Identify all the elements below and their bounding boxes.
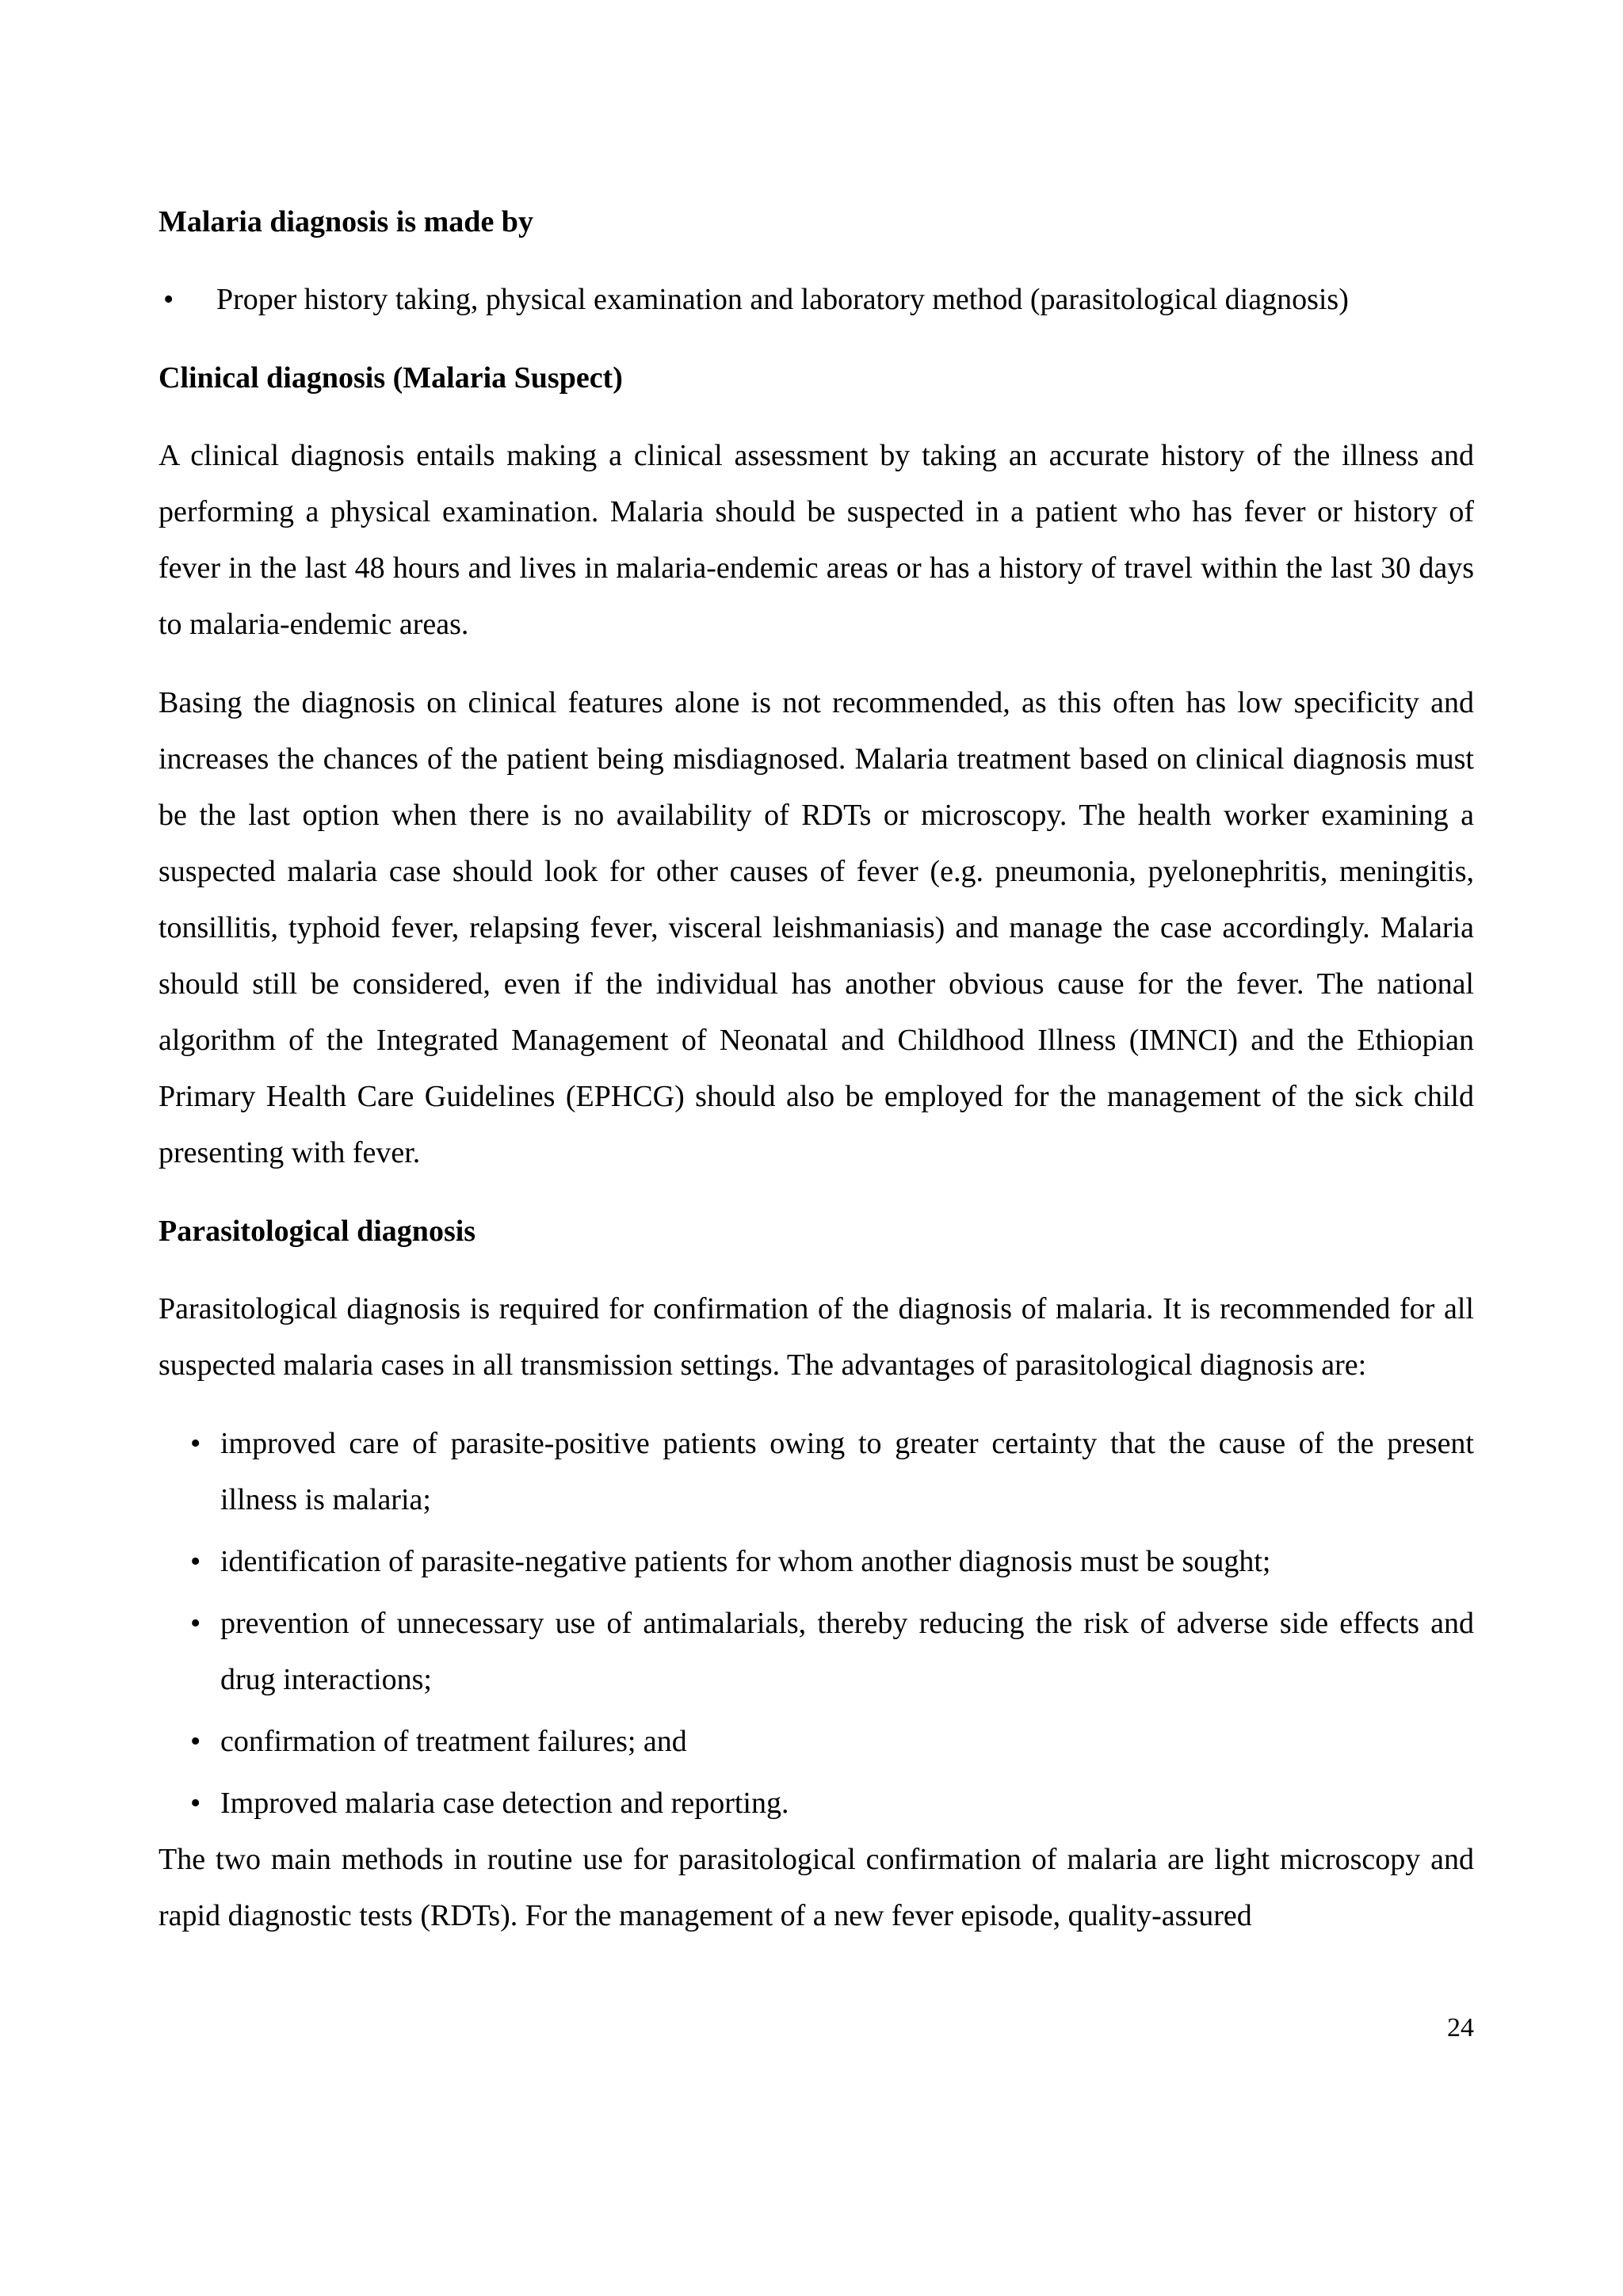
paragraph-clinical-assessment: A clinical diagnosis entails making a clinical assessment by taking an accurate history of the illness and performing a physical examination. Malaria should be suspected in a patient who has fever or history of fever in the last 48 hours and lives in malaria-endemic areas or has a history of travel within the last 30 days to malaria-endemic areas. xyxy=(158,439,1474,641)
heading-malaria-diagnosis: Malaria diagnosis is made by xyxy=(158,205,533,238)
bullet-icon: • xyxy=(190,1787,201,1820)
heading-parasitological-diagnosis: Parasitological diagnosis xyxy=(158,1215,476,1248)
list-item xyxy=(158,1534,1474,1590)
list-item xyxy=(158,1714,1474,1770)
bullet-icon: • xyxy=(190,1545,201,1578)
bullet-icon: • xyxy=(190,1427,201,1460)
paragraph-main-methods: The two main methods in routine use for parasitological confirmation of malaria are light microscopy and rapid diagnostic tests (RDTs). For the management of a new fever episode, quality-assured xyxy=(158,1843,1474,1932)
diagnosis-methods-list xyxy=(158,272,1474,328)
list-item-text: improved care of parasite-positive patients owing to greater certainty that the cause of the present illness is malaria; xyxy=(220,1427,1474,1516)
advantages-list xyxy=(158,1416,1474,1832)
bullet-icon: • xyxy=(190,1725,201,1758)
page-number: 24 xyxy=(1447,2013,1474,2042)
list-item-text: Proper history taking, physical examination and laboratory method (parasitological diagnosis) xyxy=(216,283,1349,316)
list-item-text: prevention of unnecessary use of antimalarials, thereby reducing the risk of adverse side effects and drug interactions; xyxy=(220,1607,1474,1696)
bullet-icon: • xyxy=(163,283,174,316)
list-item-text: Improved malaria case detection and reporting. xyxy=(220,1787,789,1820)
list-item xyxy=(158,272,1474,328)
heading-clinical-diagnosis: Clinical diagnosis (Malaria Suspect) xyxy=(158,361,623,395)
document-page xyxy=(158,194,1474,1966)
list-item xyxy=(158,1596,1474,1708)
list-item xyxy=(158,1416,1474,1528)
list-item-text: confirmation of treatment failures; and xyxy=(220,1725,687,1758)
list-item xyxy=(158,1775,1474,1832)
paragraph-clinical-features: Basing the diagnosis on clinical features alone is not recommended, as this often has low specificity and increases the chances of the patient being misdiagnosed. Malaria treatment based on clinical diagnosis must be the last option when there is no availability of RDTs or microscopy. The health worker examining a suspected malaria case should look for other causes of fever (e.g. pneumonia, pyelonephritis, meningitis, tonsillitis, typhoid fever, relapsing fever, visceral leishmaniasis) and manage the case accordingly. Malaria should still be considered, even if the individual has another obvious cause for the fever. The national algorithm of the Integrated Management of Neonatal and Childhood Illness (IMNCI) and the Ethiopian Primary Health Care Guidelines (EPHCG) should also be employed for the management of the sick child presenting with fever. xyxy=(158,686,1474,1169)
bullet-icon: • xyxy=(190,1607,201,1640)
list-item-text: identification of parasite-negative patients for whom another diagnosis must be sought; xyxy=(220,1545,1271,1578)
paragraph-parasitological-intro: Parasitological diagnosis is required for confirmation of the diagnosis of malaria. It is recommended for all suspected malaria cases in all transmission settings. The advantages of parasitological diagnosis are: xyxy=(158,1292,1474,1382)
